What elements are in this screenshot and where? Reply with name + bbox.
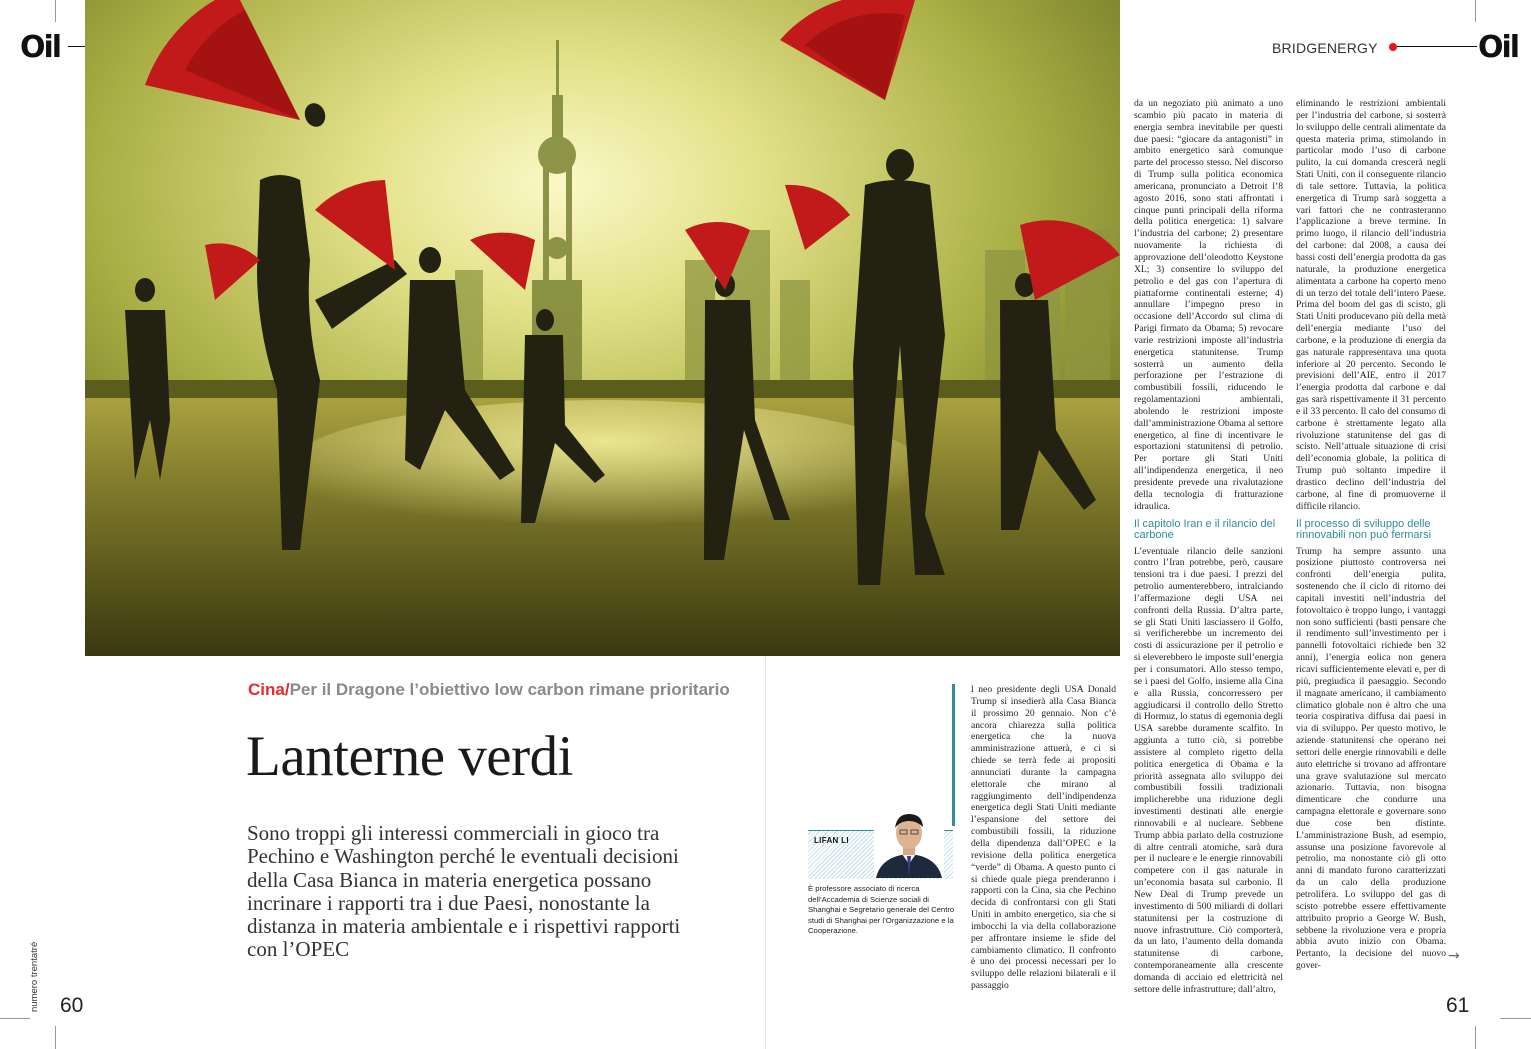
magazine-logo-left: Oil (20, 30, 61, 65)
header-dot-right (1389, 43, 1397, 51)
body-column-3 (1296, 98, 1446, 972)
crop-mark-top-left-v (55, 0, 56, 22)
crop-mark-bottom-left-h (0, 1018, 30, 1019)
issue-label: numero trentatré (29, 941, 40, 1012)
col3-text-a: eliminando le restrizioni ambientali per l’industria del carbone, si sosterrà lo sviluppo delle centrali alimentate da questa materia prima, stimolando in particolar modo l’uso di carbone pulito, la cui domanda crescerà negli Stati Uniti, con il conseguente rilancio di tale settore. Tuttavia, la politica energetica di Trump sarà soggetta a vari fattori che ne contrasteranno l’applicazione a breve termine. In primo luogo, il rilancio dell’industria del carbone: dal 2008, a causa dei bassi costi dell’energia prodotta da gas naturale, la produzione energetica alimentata a carbone ha coperto meno di un terzo del totale dell’intero Paese. Prima del boom del gas di scisto, gli Stati Uniti producevano più della metà dell’energia mediante l’uso del carbone, e la produzione di energia da gas naturale rappresentava una quota inferiore al 20 percento. Secondo le previsioni dell’AIE, entro il 2017 l’energia prodotta dal carbone e dal gas sarà rispettivamente il 31 percento e il 33 percento. Il calo del consumo di carbone è strettamente legato alla rivoluzione statunitense del gas di scisto. Nell’attuale situazione di crisi dell’economia globale, la politica di Trump può soltanto impedire il drastico declino dell’industria del carbone, al fine di promuoverne il difficile rilancio. (1296, 98, 1446, 512)
continue-arrow-icon: → (1448, 948, 1460, 964)
page-number-right: 61 (1446, 994, 1470, 1017)
crop-mark-top-right-v (1475, 0, 1476, 22)
col1-text: l neo presidente degli USA Donald Trump si insedierà alla Casa Bianca il prossimo 20 gennaio. Non c’è ancora chiarezza sulla politica energetica che la nuova amministrazione attuerà, e ci si chiede se terrà fede ai propositi annunciati durante la campagna elettorale che mirano al raggiungimento dell’indipendenza energetica degli Stati Uniti mediante l’espansione del settore dei combustibili fossili, la riduzione della dipendenza dall’OPEC e la revisione della politica energetica “verde” di Obama. A questo punto ci si chiede quale piega prenderanno i rapporti con la Cina, sia che Pechino decida di confrontarsi con gli Stati Uniti in ambito energetico, sia che si imbocchi la via della collaborazione per affrontare insieme le sfide del cambiamento climatico. Il confronto è uno dei processi necessari per lo sviluppo delle relazioni bilaterali e il passaggio (971, 684, 1116, 992)
author-bio: È professore associato di ricerca dell’Accademia di Scienze sociali di Shanghai e Segretario generale del Centro studi di Shanghai per l’Organizzazione e la Cooperazione. (808, 884, 955, 936)
section-label: BRIDGENERGY (1272, 40, 1378, 56)
kicker (248, 680, 730, 700)
crop-mark-bottom-right-v (1475, 1026, 1476, 1049)
header-rule-right (1397, 46, 1477, 47)
author-accent-bar (952, 684, 955, 826)
headline: Lanterne verdi (246, 725, 573, 788)
dek: Sono troppi gli interessi commerciali in gioco tra Pechino e Washington perché le eventuali decisioni della Casa Bianca in materia energetica possano incrinare i rapporti tra i due Paesi, nonostante la distanza in materia ambientale e i rispettivi rapporti con l’OPEC (247, 821, 681, 962)
kicker-category: Cina/ (248, 680, 290, 699)
col3-text-b: Trump ha sempre assunto una posizione piuttosto controversa nei confronti dell’energia pulita, sostenendo che il ciclo di ritorno dei capitali investiti nell’industria del fotovoltaico è troppo lungo, i vantaggi non sono sufficienti (basti pensare che il rendimento sull’investimento per i pannelli fotovoltaici richiede ben 32 anni), l’energia eolica non genera ricavi sufficientemente elevati e, per di più, pregiudica il paesaggio. Secondo il magnate americano, il cambiamento climatico globale non è altro che una teoria cospirativa diffusa dai paesi in via di sviluppo. Per questo motivo, le aziende statunitensi che operano nei settori delle energie rinnovabili e delle auto elettriche si trovano ad affrontare una grave svalutazione sul mercato azionario. Tuttavia, non bisogna dimenticare che condurre una campagna elettorale e governare sono due cose ben distinte. L’amministrazione Bush, ad esempio, assunse una posizione favorevole al petrolio, ma nonostante ciò gli otto anni di mandato furono caratterizzati da un calo della produzione petrolifera. Lo sviluppo del gas di scisto potrebbe essere effettivamente attribuito proprio a George W. Bush, sebbene la rivoluzione vera e propria abbia avuto inizio con Obama. Pertanto, la decisione del nuovo gover- (1296, 545, 1446, 972)
crop-mark-bottom-right-h (1500, 1018, 1531, 1019)
page-number-left: 60 (60, 994, 84, 1017)
col2-text-a: da un negoziato più animato a uno scambio più pacato in materia di energia sembra inevitabile per questi due paesi: “giocare da antagonisti” in ambito energetico sarà comunque parte del processo stesso. Nel discorso di Trump sulla politica economica americana, pronunciato a Detroit l’8 agosto 2016, sono stati affrontati i cinque punti principali della riforma della politica energetica: 1) salvare l’industria del carbone; 2) presentare nuovamente la richiesta di approvazione dell’oleodotto Keystone XL; 3) consentire lo sviluppo del petrolio e del gas con l’apertura di piattaforme continentali esterne; 4) annullare l’impegno preso in occasione dell’Accordo sul clima di Parigi firmato da Obama; 5) revocare varie restrizioni imposte all’industria energetica statunitense. Trump sosterrà un aumento della perforazione per l’estrazione di combustibili fossili, riducendo le regolamentazioni ambientali, abolendo le restrizioni imposte dall’amministrazione Obama al settore energetico, al fine di incentivare le esportazioni statunitensi di petrolio. Per portare gli Stati Uniti all’indipendenza energetica, il neo presidente prevede una rivalutazione della tecnologia di fratturazione idraulica. (1134, 98, 1283, 512)
author-name: LIFAN LI (814, 836, 849, 845)
magazine-logo-right: Oil (1478, 30, 1519, 65)
kicker-text: Per il Dragone l’obiettivo low carbon rimane prioritario (289, 680, 730, 699)
crop-mark-bottom-left-v (55, 1026, 56, 1049)
subhead-renewables: Il processo di sviluppo delle rinnovabili non può fermarsi (1296, 517, 1432, 542)
hero-photo (85, 0, 1120, 656)
author-portrait (874, 806, 944, 878)
col2-text-b: L’eventuale rilancio delle sanzioni contro l’Iran potrebbe, però, causare tensioni tra i due paesi. I prezzi del petrolio aumenterebbero, intralciando l’affermazione degli USA nei confronti della Russia. D’altra parte, se gli Stati Uniti lasciassero il Golfo, si verificherebbe un incremento dei costi di assicurazione per il petrolio e si eleverebbero le imposte sull’energia per i consumatori. Allo stesso tempo, se i paesi del Golfo, insieme alla Cina e alla Russia, concorressero per aggiudicarsi il controllo dello Stretto di Hormuz, lo status di egemonia degli USA sarebbe duramente scalfito. In aggiunta a tutto ciò, si potrebbe assistere al completo rigetto della politica energetica di Obama e la priorità assegnata allo sviluppo dei combustibili fossili tradizionali implicherebbe una riduzione degli investimenti destinati alle energie rinnovabili e al nucleare. Sebbene Trump abbia parlato della costruzione di altre centrali atomiche, sarà dura per il nucleare e le energie rinnovabili competere con il gas naturale in un’economia basata sul carbonio. Il New Deal di Trump prevede un investimento di 500 miliardi di dollari statunitensi per la costruzione di nuove infrastrutture. Ciò comporterà, da un lato, l’aumento della domanda statunitense di carbone, contemporaneamente alla crescente domanda di acciaio ed elettricità nel settore delle infrastrutture; dall’altro, (1134, 545, 1283, 995)
body-column-2 (1134, 98, 1283, 995)
body-column-1 (971, 684, 1116, 992)
subhead-iran: Il capitolo Iran e il rilancio del carbone (1134, 517, 1276, 542)
